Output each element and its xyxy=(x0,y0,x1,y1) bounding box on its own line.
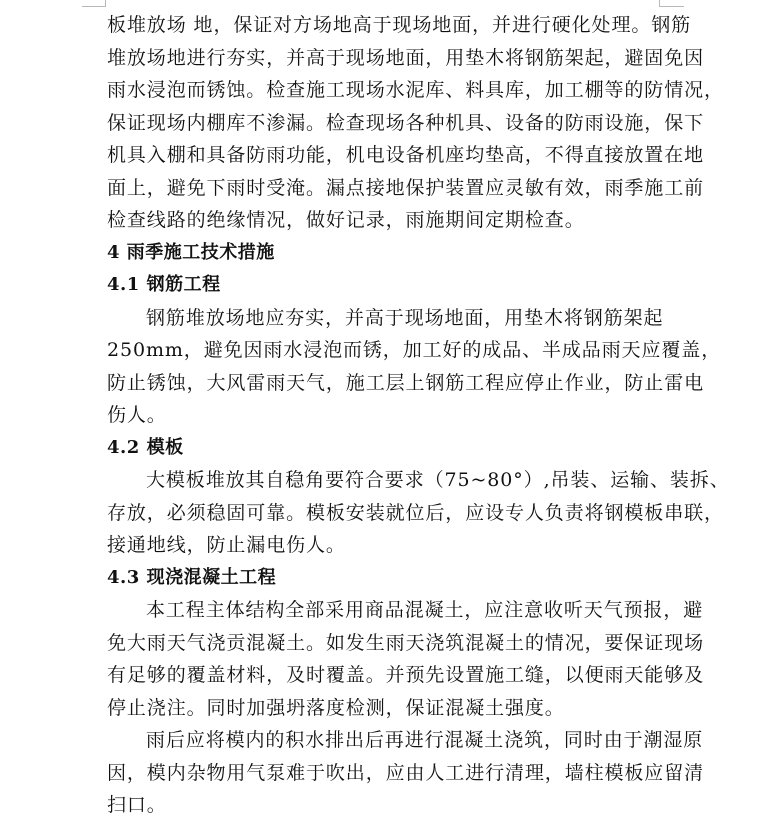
text-line: 保证现场内棚库不渗漏。检查现场各种机具、设备的防雨设施，保下 xyxy=(107,111,705,134)
paragraph-rebar xyxy=(107,302,722,432)
text-line: 伤人。 xyxy=(107,404,167,426)
text-line: 因，模内杂物用气泵难于吹出，应由人工进行清理，墙柱模板应留清 xyxy=(107,761,705,784)
text-line: 停止浇注。同时加强坍落度检测，保证混凝土强度。 xyxy=(107,696,565,719)
section-heading-4-2: 4.2 模板 xyxy=(107,436,184,458)
section-heading-4: 4 雨季施工技术措施 xyxy=(107,241,275,263)
text-line: 雨水浸泡而锈蚀。检查施工现场水泥库、料具库，加工棚等的防情况， xyxy=(107,79,724,101)
section-heading-4-3: 4.3 现浇混凝土工程 xyxy=(107,566,277,588)
text-line: 板堆放场 地，保证对方场地高于现场地面，并进行硬化处理。钢筋 xyxy=(107,14,692,36)
text-line: 接通地线，防止漏电伤人。 xyxy=(107,534,346,556)
text-line: 扫口。 xyxy=(107,794,167,816)
paragraph-site-protection xyxy=(107,9,724,237)
text-line: 堆放场地进行夯实，并高于现场地面，用垫木将钢筋架起，避固免因 xyxy=(107,46,705,69)
page-corner-mark-left xyxy=(82,0,106,7)
text-line: 检查线路的绝缘情况，做好记录，雨施期间定期检查。 xyxy=(107,209,585,231)
text-line: 钢筋堆放场地应夯实，并高于现场地面，用垫木将钢筋架起 xyxy=(146,306,664,329)
paragraph-formwork xyxy=(107,464,730,562)
document-page xyxy=(107,9,730,822)
text-line: 防止锈蚀，大风雷雨天气，施工层上钢筋工程应停止作业，防止雷电 xyxy=(107,371,705,394)
text-line: 有足够的覆盖材料，及时覆盖。并预先设置施工缝，以便雨天能够及 xyxy=(107,664,705,686)
text-line: 本工程主体结构全部采用商品混凝土，应注意收听天气预报，避 xyxy=(146,599,704,621)
text-line: 免大雨天气浇贡混凝土。如发生雨天浇筑混凝土的情况，要保证现场 xyxy=(107,631,705,654)
text-line: 机具入棚和具备防雨功能，机电设备机座均垫高，不得直接放置在地 xyxy=(107,144,705,166)
paragraph-concrete xyxy=(107,594,705,724)
text-line: 大模板堆放其自稳角要符合要求（75~80°）,吊装、运输、装拆、 xyxy=(146,469,730,491)
paragraph-after-rain xyxy=(107,724,705,822)
text-line: 雨后应将模内的积水排出后再进行混凝土浇筑，同时由于潮湿原 xyxy=(146,729,704,751)
page-corner-mark-right xyxy=(659,0,684,7)
text-line: 面上，避免下雨时受淹。漏点接地保护装置应灵敏有效，雨季施工前 xyxy=(107,176,705,199)
section-heading-4-1: 4.1 钢筋工程 xyxy=(107,274,221,295)
text-line: 存放，必须稳固可靠。模板安装就位后，应设专人负责将钢模板串联， xyxy=(107,501,724,524)
text-line: 250mm，避免因雨水浸泡而锈，加工好的成品、半成品雨天应覆盖， xyxy=(107,339,722,361)
